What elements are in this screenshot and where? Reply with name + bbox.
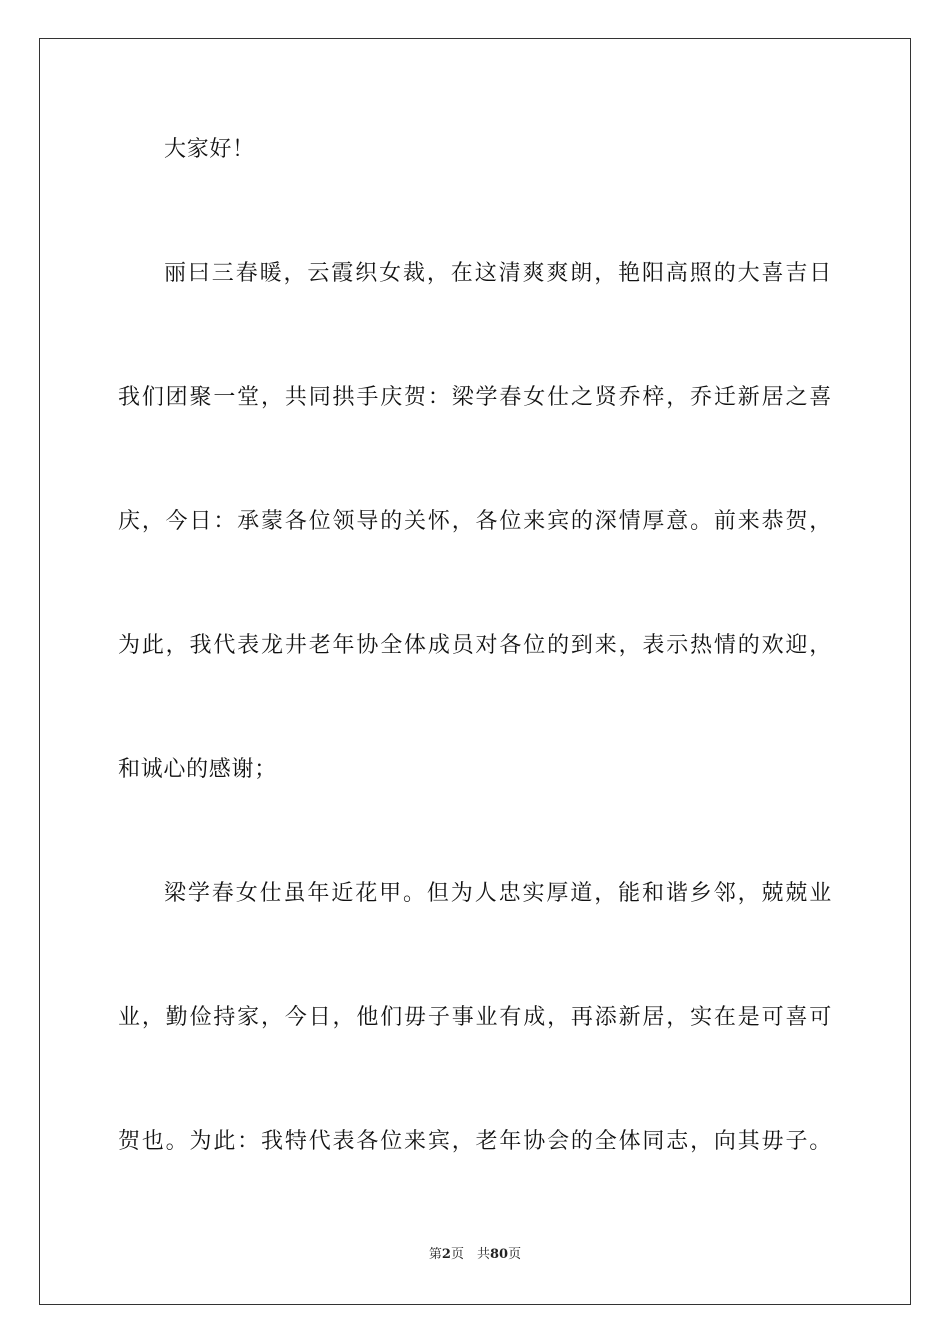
text-line: 我们团聚一堂，共同拱手庆贺：梁学春女仕之贤乔梓，乔迁新居之喜 [118, 385, 832, 410]
text-line: 庆，今日：承蒙各位领导的关怀，各位来宾的深情厚意。前来恭贺， [118, 509, 832, 534]
page-frame [39, 38, 911, 1305]
footer-page-suffix: 页 [508, 1247, 522, 1262]
footer-page-mid: 页 共 [450, 1247, 490, 1262]
page-footer [0, 1246, 950, 1264]
text-line: 业，勤俭持家，今日，他们毋子事业有成，再添新居，实在是可喜可 [118, 1005, 832, 1030]
footer-page-prefix: 第 [428, 1247, 442, 1262]
footer-page-total: 80 [489, 1247, 509, 1262]
text-line: 丽曰三春暖，云霞织女裁，在这清爽爽朗，艳阳高照的大喜吉日 [164, 261, 832, 286]
text-line: 和诚心的感谢； [118, 757, 277, 782]
text-line: 贺也。为此：我特代表各位来宾，老年协会的全体同志，向其毋子。 [118, 1129, 832, 1154]
text-line: 梁学春女仕虽年近花甲。但为人忠实厚道，能和谐乡邻，兢兢业 [164, 881, 832, 906]
footer-page-current: 2 [441, 1247, 451, 1262]
text-line: 为此，我代表龙井老年协全体成员对各位的到来，表示热情的欢迎， [118, 633, 832, 658]
text-line-greeting: 大家好！ [164, 137, 255, 162]
